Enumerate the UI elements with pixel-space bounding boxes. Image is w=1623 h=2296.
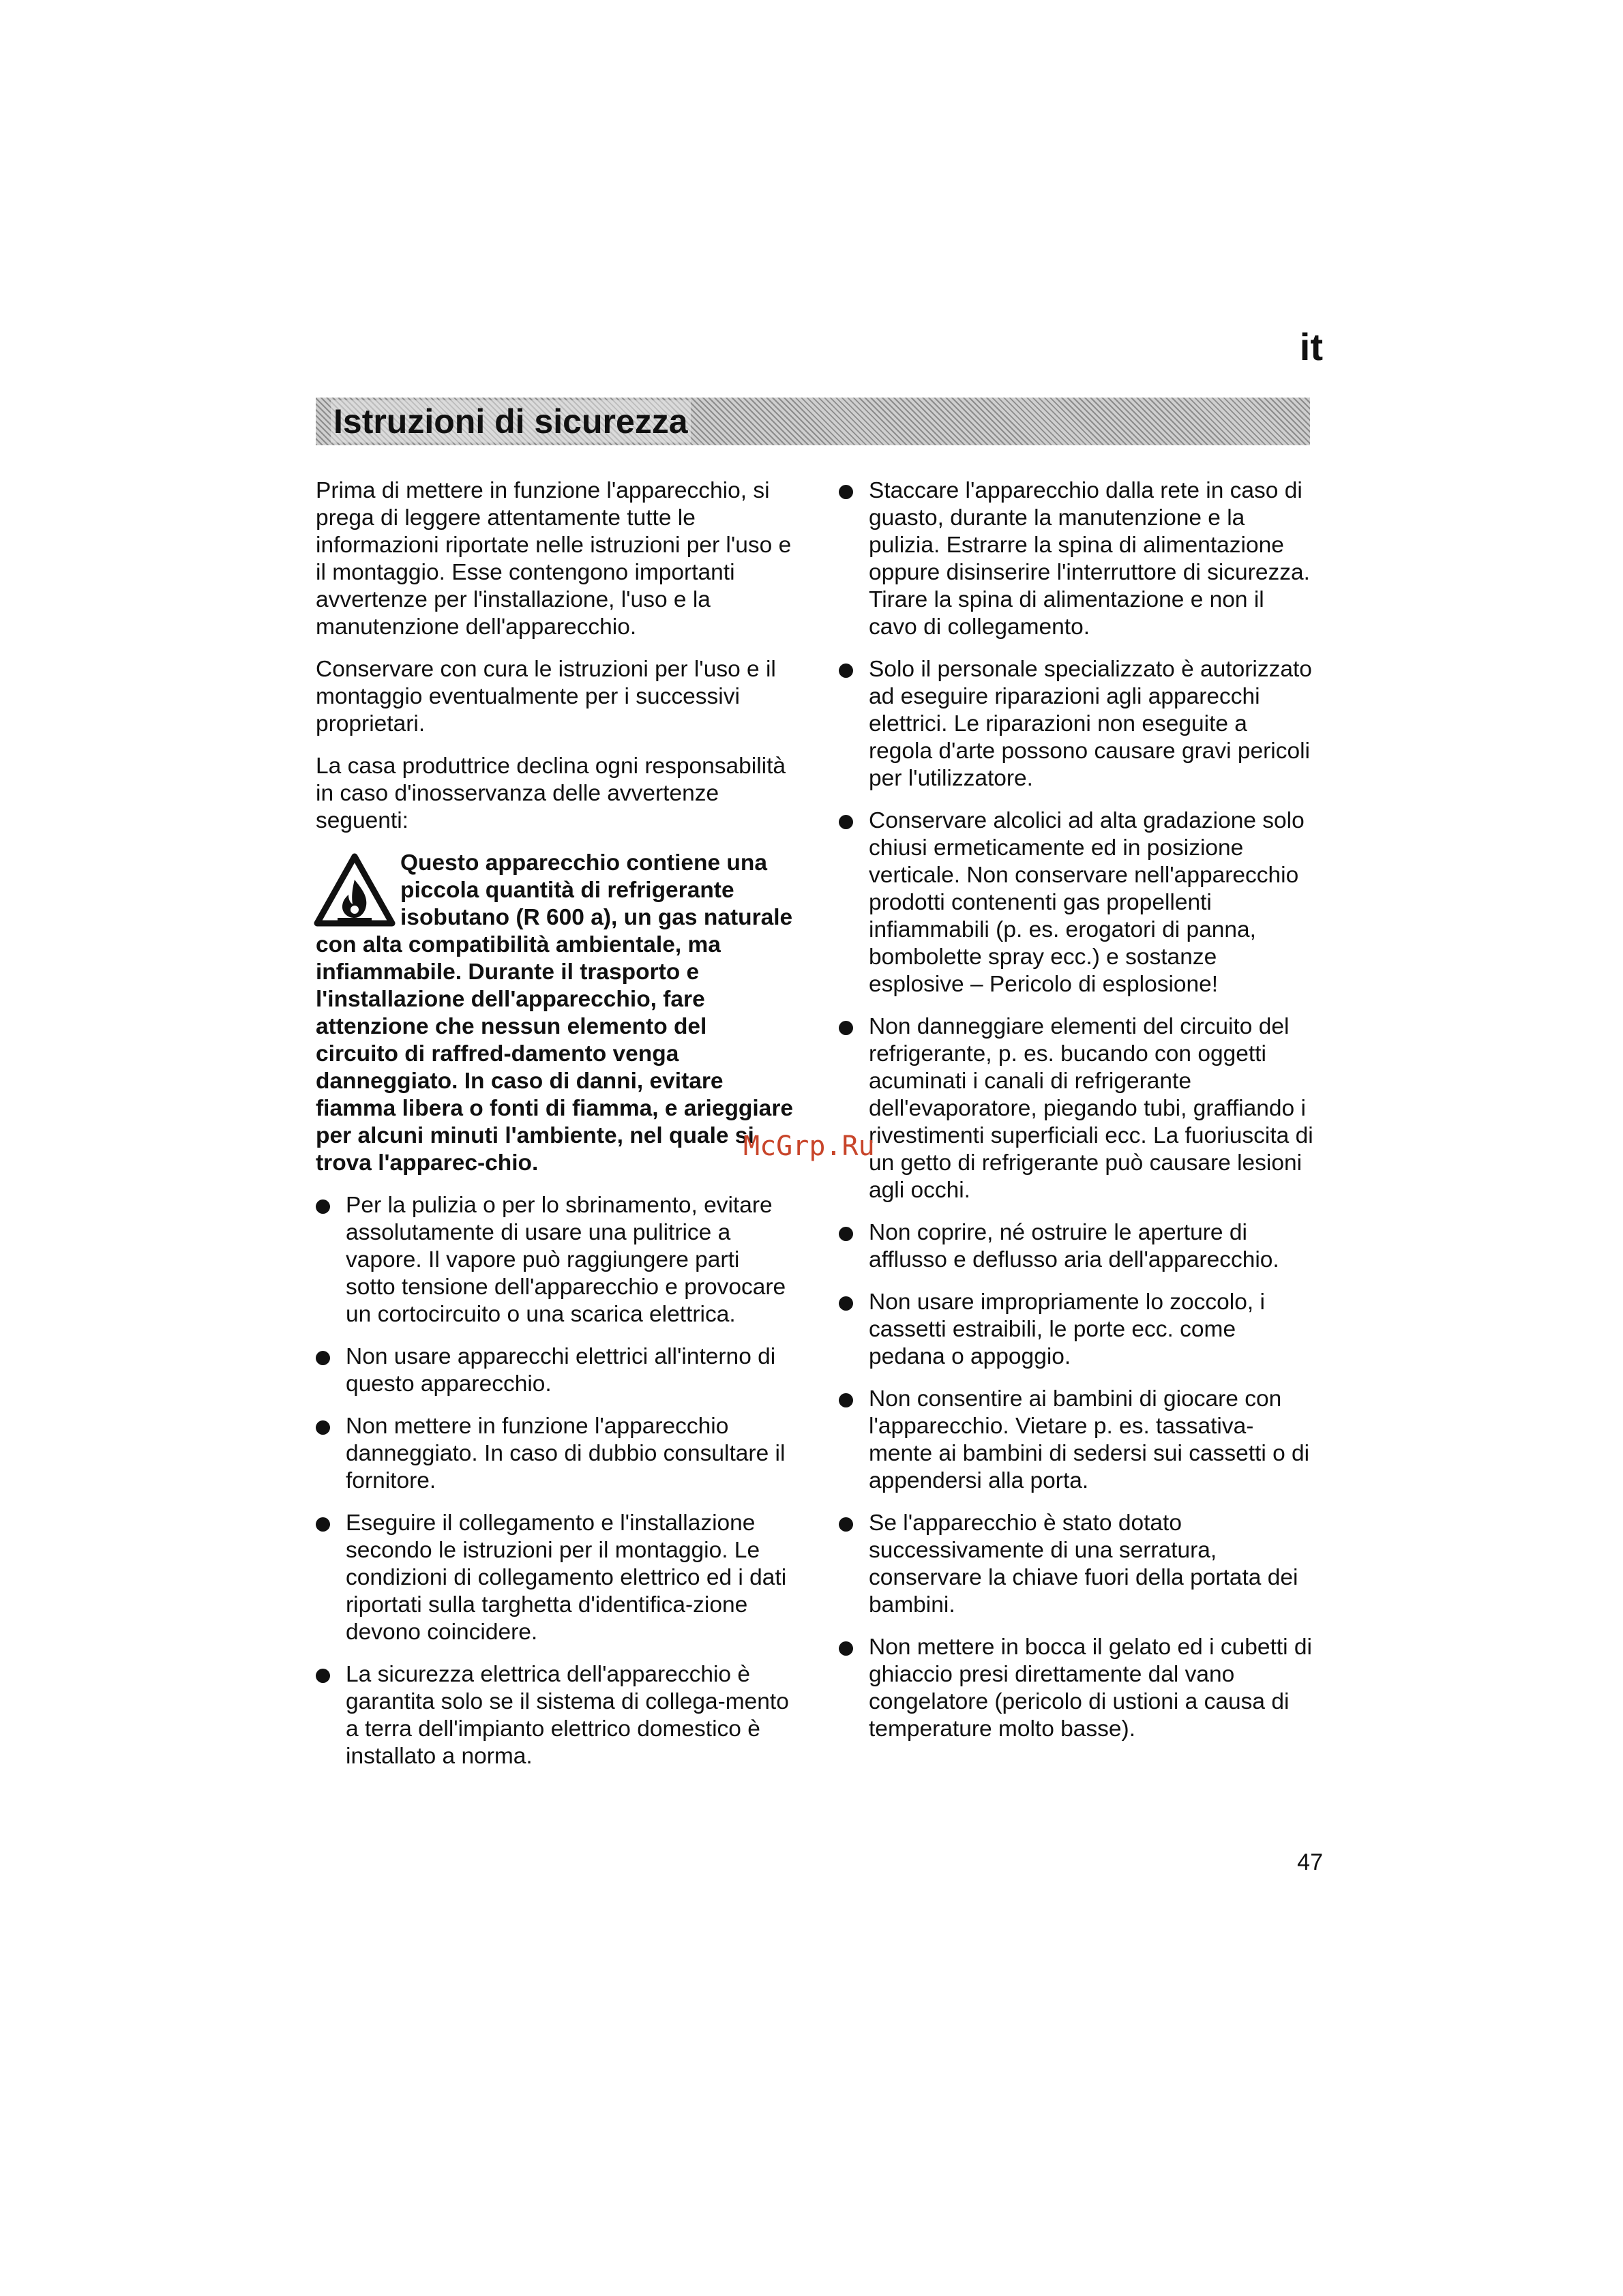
list-item [839,1013,1316,1204]
bullet-dot-icon [839,815,853,829]
list-item-text: Conservare alcolici ad alta gradazione solo chiusi ermeticamente ed in posizione verticale. Non conservare nell'apparecchio prodotti contenenti gas propellenti infiammabili (p. es. erogatori di panna, bombolette spray ecc.) e sostanze esplosive – Pericolo di esplosione! [869,808,1305,997]
list-item-text: Non mettere in bocca il gelato ed i cubetti di ghiaccio presi direttamente dal vano congelatore (pericolo di ustioni a causa di temperature molto basse). [869,1635,1312,1742]
list-item-text: Non usare impropriamente lo zoccolo, i cassetti estraibili, le porte ecc. come pedana o appoggio. [869,1289,1265,1369]
list-item-text: Staccare l'apparecchio dalla rete in caso di guasto, durante la manutenzione e la pulizia. Estrarre la spina di alimentazione oppure disinserire l'interruttore di sicurezza. Tirare la spina di alimentazione e non il cavo di collegamento. [869,478,1310,640]
bullet-dot-icon [316,1517,330,1532]
list-item [839,1219,1316,1274]
bullet-dot-icon [839,1517,853,1532]
list-item [839,807,1316,998]
flammable-warning-icon [313,852,396,927]
bullet-dot-icon [839,1641,853,1656]
section-title-bar [316,398,1310,445]
left-bullet-list [316,1192,793,1770]
list-item-text: Solo il personale specializzato è autorizzato ad eseguire riparazioni agli apparecchi elettrici. Le riparazioni non eseguite a regola d'arte possono causare gravi pericoli per l'utilizzatore. [869,657,1312,791]
intro-paragraph: Conservare con cura le istruzioni per l'uso e il montaggio eventualmente per i successivi proprietari. [316,657,776,736]
page-number: 47 [1297,1849,1323,1875]
bullet-dot-icon [839,485,853,499]
language-tag: it [1299,325,1323,368]
list-item [839,1634,1316,1743]
list-item-text: Non danneggiare elementi del circuito del refrigerante, p. es. bucando con oggetti acuminati i canali di refrigerante dell'evaporatore, piegando tubi, graffiando i rivestimenti superficiali ecc. La fuoriuscita di un getto di refrigerante può causare lesioni agli occhi. [869,1014,1313,1203]
watermark: McGrp.Ru [743,1131,875,1162]
list-item [839,477,1316,641]
intro-paragraph: Prima di mettere in funzione l'apparecchio, si prega di leggere attentamente tutte le informazioni riportate nelle istruzioni per l'uso e il montaggio. Esse contengono importanti avvertenze per l'installazione, l'uso e la manutenzione dell'apparecchio. [316,478,792,640]
bullet-dot-icon [839,1393,853,1407]
bullet-dot-icon [316,1669,330,1683]
bullet-dot-icon [839,1296,853,1311]
list-item [316,1343,793,1398]
list-item-text: La sicurezza elettrica dell'apparecchio è garantita solo se il sistema di collega-mento a terra dell'impianto elettrico domestico è installato a norma. [346,1662,789,1769]
section-title: Istruzioni di sicurezza [331,400,691,443]
bullet-dot-icon [316,1420,330,1435]
list-item-text: Per la pulizia o per lo sbrinamento, evitare assolutamente di usare una pulitrice a vapore. Il vapore può raggiungere parti sotto tensione dell'apparecchio e provocare un cortocircuito o una scarica elettrica. [346,1193,786,1327]
bullet-dot-icon [839,1227,853,1241]
list-item [316,1661,793,1770]
list-item [839,1510,1316,1619]
bullet-dot-icon [316,1351,330,1365]
list-item-text: Eseguire il collegamento e l'installazione secondo le istruzioni per il montaggio. Le condizioni di collegamento elettrico ed i dati riportati sulla targhetta d'identifica-zione devono coincidere. [346,1510,787,1645]
right-column [839,477,1316,1758]
list-item [839,1386,1316,1495]
list-item-text: Se l'apparecchio è stato dotato successivamente di una serratura, conservare la chiave fuori della portata dei bambini. [869,1510,1298,1617]
list-item-text: Non coprire, né ostruire le aperture di afflusso e deflusso aria dell'apparecchio. [869,1220,1279,1272]
bullet-dot-icon [839,664,853,678]
list-item [839,656,1316,792]
flammable-warning [316,850,793,1177]
list-item-text: Non mettere in funzione l'apparecchio danneggiato. In caso di dubbio consultare il fornitore. [346,1414,786,1493]
intro-paragraph: La casa produttrice declina ogni responsabilità in caso d'inosservanza delle avvertenze seguenti: [316,754,786,833]
bullet-dot-icon [316,1199,330,1214]
list-item-text: Non usare apparecchi elettrici all'interno di questo apparecchio. [346,1344,776,1397]
list-item [316,1510,793,1646]
warning-text: Questo apparecchio contiene una piccola quantità di refrigerante isobutano (R 600 a), un gas naturale con alta compatibilità ambientale, ma infiammabile. Durante il trasporto e l'installazione dell'apparecchio, fare attenzione che nessun elemento del circuito di raffred-damento venga danneggiato. In caso di danni, evitare fiamma libera o fonti di fiamma, e arieggiare per alcuni minuti l'ambiente, nel quale si trova l'apparec-chio. [316,850,793,1176]
list-item [316,1413,793,1495]
bullet-dot-icon [839,1021,853,1035]
right-bullet-list [839,477,1316,1743]
left-column [316,477,793,1785]
list-item [839,1289,1316,1371]
list-item-text: Non consentire ai bambini di giocare con l'apparecchio. Vietare p. es. tassativa-mente ai bambini di sedersi sui cassetti o di appendersi alla porta. [869,1386,1310,1493]
list-item [316,1192,793,1328]
